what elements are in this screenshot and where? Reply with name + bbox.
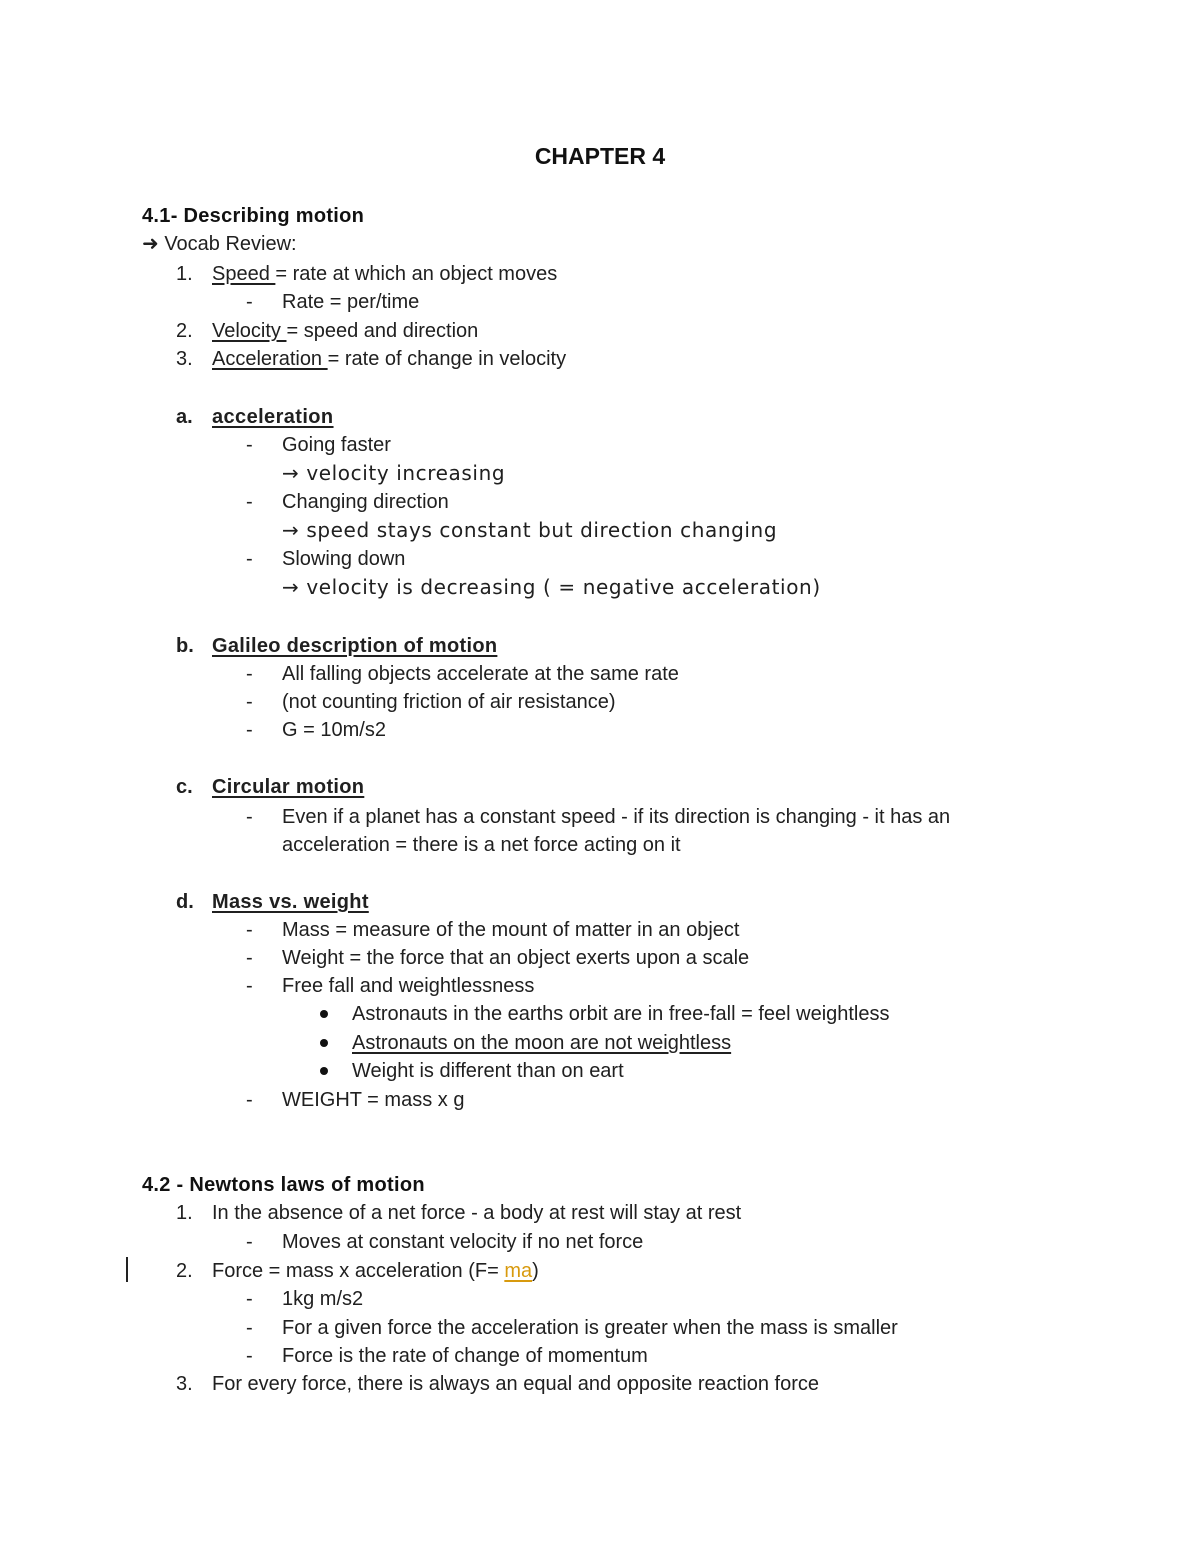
dash-bullet: - (246, 1089, 253, 1111)
dash-bullet: - (246, 975, 253, 997)
subsection-letter: b. (176, 635, 194, 657)
list-item: G = 10m/s2 (282, 719, 386, 741)
list-item: WEIGHT = mass x g (282, 1089, 465, 1111)
dash-bullet: - (246, 434, 253, 456)
nested-list-item: Astronauts in the earths orbit are in free-fall = feel weightless (352, 1003, 890, 1025)
arrow-note: → speed stays constant but direction changing (282, 518, 778, 542)
dash-bullet: - (246, 291, 253, 313)
dash-bullet: - (246, 663, 253, 685)
subsection-letter: c. (176, 776, 193, 798)
vocab-definition: = speed and direction (286, 320, 479, 342)
section-heading-4-2: 4.2 - Newtons laws of motion (142, 1174, 425, 1196)
law-2-prefix: Force = mass x acceleration (F= (212, 1260, 505, 1282)
list-number: 2. (176, 320, 193, 342)
vocab-definition: = rate of change in velocity (327, 348, 567, 370)
list-item: Free fall and weightlessness (282, 975, 535, 997)
dash-bullet: - (246, 947, 253, 969)
subsection-letter: a. (176, 406, 193, 428)
vocab-subitem: Rate = per/time (282, 291, 420, 313)
list-number: 1. (176, 1202, 193, 1224)
page-title: CHAPTER 4 (534, 143, 666, 169)
text-cursor (126, 1257, 128, 1282)
vocab-review-label: ➜ Vocab Review: (142, 233, 297, 255)
law-1-text: In the absence of a net force - a body at rest will stay at rest (212, 1202, 742, 1224)
vocab-term: Acceleration (212, 348, 328, 370)
law-2-suffix: ) (532, 1260, 539, 1282)
nested-list-item: Weight is different than on eart (352, 1060, 624, 1082)
vocab-definition: = rate at which an object moves (275, 263, 558, 285)
vocab-item-velocity (212, 319, 478, 343)
subsection-title-galileo: Galileo description of motion (212, 635, 498, 657)
vocab-item-acceleration (212, 347, 566, 371)
subsection-title-acceleration: acceleration (212, 406, 334, 428)
list-item: Slowing down (282, 548, 406, 570)
list-item: For a given force the acceleration is greater when the mass is smaller (282, 1317, 898, 1339)
list-item: (not counting friction of air resistance) (282, 691, 616, 713)
law-3-text: For every force, there is always an equal and opposite reaction force (212, 1373, 819, 1395)
bullet-dot (320, 1039, 328, 1047)
vocab-item-speed (212, 262, 557, 286)
section-heading-4-1: 4.1- Describing motion (142, 205, 365, 227)
dash-bullet: - (246, 719, 253, 741)
vocab-term: Velocity (212, 320, 287, 342)
dash-bullet: - (246, 919, 253, 941)
list-number: 3. (176, 1373, 193, 1395)
arrow-note: → velocity is decreasing ( = negative acceleration) (282, 575, 821, 599)
list-item: Mass = measure of the mount of matter in an object (282, 919, 740, 941)
list-item: Moves at constant velocity if no net force (282, 1231, 644, 1253)
dash-bullet: - (246, 1231, 253, 1253)
list-item: Weight = the force that an object exerts upon a scale (282, 947, 750, 969)
arrow-note: → velocity increasing (282, 461, 506, 485)
subsection-title-mass-vs-weight: Mass vs. weight (212, 891, 369, 913)
list-item: Even if a planet has a constant speed - if its direction is changing - it has an (282, 806, 951, 828)
dash-bullet: - (246, 548, 253, 570)
subsection-title-circular-motion: Circular motion (212, 776, 365, 798)
dash-bullet: - (246, 1317, 253, 1339)
subsection-letter: d. (176, 891, 194, 913)
list-item: Going faster (282, 434, 391, 456)
dash-bullet: - (246, 691, 253, 713)
dash-bullet: - (246, 1345, 253, 1367)
law-2-text (212, 1259, 539, 1283)
bullet-dot (320, 1010, 328, 1018)
dash-bullet: - (246, 491, 253, 513)
dash-bullet: - (246, 806, 253, 828)
highlighted-term[interactable]: ma (504, 1260, 533, 1282)
list-item-continuation: acceleration = there is a net force acting on it (282, 834, 681, 856)
bullet-dot (320, 1067, 328, 1075)
list-item: Changing direction (282, 491, 449, 513)
dash-bullet: - (246, 1288, 253, 1310)
list-number: 3. (176, 348, 193, 370)
list-item: 1kg m/s2 (282, 1288, 364, 1310)
vocab-term: Speed (212, 263, 276, 285)
list-number: 2. (176, 1260, 193, 1282)
list-number: 1. (176, 263, 193, 285)
list-item: All falling objects accelerate at the same rate (282, 663, 679, 685)
list-item: Force is the rate of change of momentum (282, 1345, 648, 1367)
nested-list-item: Astronauts on the moon are not weightless (352, 1032, 732, 1054)
